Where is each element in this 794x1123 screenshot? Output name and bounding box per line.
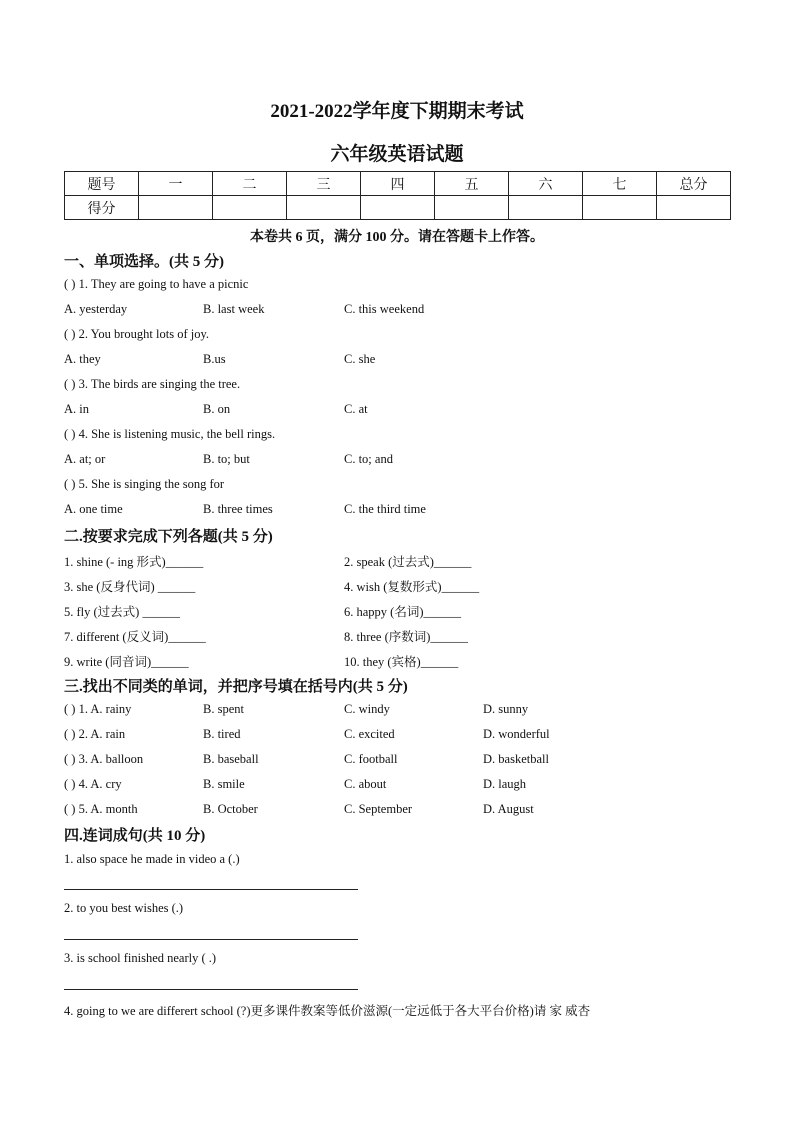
- section-heading-4: 四.连词成句(共 10 分): [64, 828, 206, 844]
- score-table-header-row: [65, 172, 731, 196]
- odd-one-out-item: ( ) 1. A. rainy: [64, 702, 132, 716]
- option-c: C. football: [344, 752, 398, 766]
- option-b: B. to; but: [203, 452, 250, 466]
- score-cell: 一: [139, 172, 213, 196]
- score-input-cell[interactable]: [435, 196, 509, 220]
- answer-line[interactable]: [64, 889, 358, 890]
- option-d: D. basketball: [483, 752, 549, 766]
- option-b: B.us: [203, 352, 226, 366]
- fill-item: 7. different (反义词)______: [64, 630, 206, 644]
- fill-item: 1. shine (- ing 形式)______: [64, 555, 204, 569]
- score-input-cell[interactable]: [139, 196, 213, 220]
- page-subtitle: 六年级英语试题: [330, 144, 464, 165]
- odd-one-out-item: ( ) 2. A. rain: [64, 727, 126, 741]
- odd-one-out-item: ( ) 4. A. cry: [64, 777, 122, 791]
- score-input-cell[interactable]: [287, 196, 361, 220]
- section-heading-1: 一、单项选择。(共 5 分): [64, 254, 224, 270]
- option-a: A. yesterday: [64, 302, 128, 316]
- option-d: D. August: [483, 802, 534, 816]
- section-heading-3: 三.找出不同类的单词，并把序号填在括号内(共 5 分): [64, 679, 408, 695]
- score-cell: 题号: [65, 172, 139, 196]
- option-a: A. one time: [64, 502, 123, 516]
- score-cell: 三: [287, 172, 361, 196]
- question-text: ( ) 2. You brought lots of joy.: [64, 327, 210, 341]
- option-c: C. she: [344, 352, 376, 366]
- score-input-cell[interactable]: [583, 196, 657, 220]
- option-b: B. on: [203, 402, 231, 416]
- option-a: A. at; or: [64, 452, 106, 466]
- score-input-cell[interactable]: [213, 196, 287, 220]
- option-d: D. wonderful: [483, 727, 550, 741]
- fill-item: 4. wish (复数形式)______: [344, 580, 480, 594]
- fill-item: 2. speak (过去式)______: [344, 555, 472, 569]
- question-text: ( ) 3. The birds are singing the tree.: [64, 377, 241, 391]
- fill-item: 9. write (同音词)______: [64, 655, 189, 669]
- score-input-cell[interactable]: [657, 196, 731, 220]
- answer-line[interactable]: [64, 939, 358, 940]
- score-cell: 七: [583, 172, 657, 196]
- sentence-item: 4. going to we are differert school (?)更多课件教案等低价滋源(一定远低于各大平台价格)请 家 威杏: [64, 1004, 591, 1018]
- sentence-item: 1. also space he made in video a (.): [64, 852, 240, 866]
- question-text: ( ) 1. They are going to have a picnic: [64, 277, 249, 291]
- option-c: C. the third time: [344, 502, 426, 516]
- sentence-item: 3. is school finished nearly ( .): [64, 951, 217, 965]
- option-b: B. last week: [203, 302, 265, 316]
- score-cell: 六: [509, 172, 583, 196]
- score-cell: 五: [435, 172, 509, 196]
- option-c: C. excited: [344, 727, 395, 741]
- question-text: ( ) 4. She is listening music, the bell rings.: [64, 427, 276, 441]
- fill-item: 3. she (反身代词) ______: [64, 580, 196, 594]
- score-input-cell[interactable]: [361, 196, 435, 220]
- option-b: B. tired: [203, 727, 241, 741]
- score-input-cell[interactable]: [509, 196, 583, 220]
- odd-one-out-item: ( ) 3. A. balloon: [64, 752, 144, 766]
- option-c: C. about: [344, 777, 387, 791]
- section-heading-2: 二.按要求完成下列各题(共 5 分): [64, 529, 273, 545]
- option-d: D. laugh: [483, 777, 527, 791]
- fill-item: 6. happy (名词)______: [344, 605, 461, 619]
- sentence-item: 2. to you best wishes (.): [64, 901, 184, 915]
- option-b: B. smile: [203, 777, 245, 791]
- score-cell: 四: [361, 172, 435, 196]
- score-row-label: 得分: [65, 196, 139, 220]
- option-c: C. windy: [344, 702, 390, 716]
- score-cell: 二: [213, 172, 287, 196]
- fill-item: 5. fly (过去式) ______: [64, 605, 180, 619]
- option-c: C. to; and: [344, 452, 393, 466]
- score-table: [64, 171, 731, 220]
- exam-note: 本卷共 6 页，满分 100 分。请在答题卡上作答。: [250, 230, 544, 245]
- option-c: C. at: [344, 402, 368, 416]
- option-c: C. September: [344, 802, 413, 816]
- fill-item: 8. three (序数词)______: [344, 630, 468, 644]
- answer-line[interactable]: [64, 989, 358, 990]
- question-text: ( ) 5. She is singing the song for: [64, 477, 225, 491]
- option-b: B. three times: [203, 502, 273, 516]
- option-b: B. baseball: [203, 752, 259, 766]
- option-b: B. spent: [203, 702, 244, 716]
- option-b: B. October: [203, 802, 258, 816]
- option-a: A. they: [64, 352, 101, 366]
- score-cell: 总分: [657, 172, 731, 196]
- odd-one-out-item: ( ) 5. A. month: [64, 802, 138, 816]
- option-a: A. in: [64, 402, 89, 416]
- option-c: C. this weekend: [344, 302, 425, 316]
- fill-item: 10. they (宾格)______: [344, 655, 459, 669]
- page-title: 2021-2022学年度下期期末考试: [270, 101, 524, 122]
- score-table-score-row: [65, 196, 731, 220]
- option-d: D. sunny: [483, 702, 529, 716]
